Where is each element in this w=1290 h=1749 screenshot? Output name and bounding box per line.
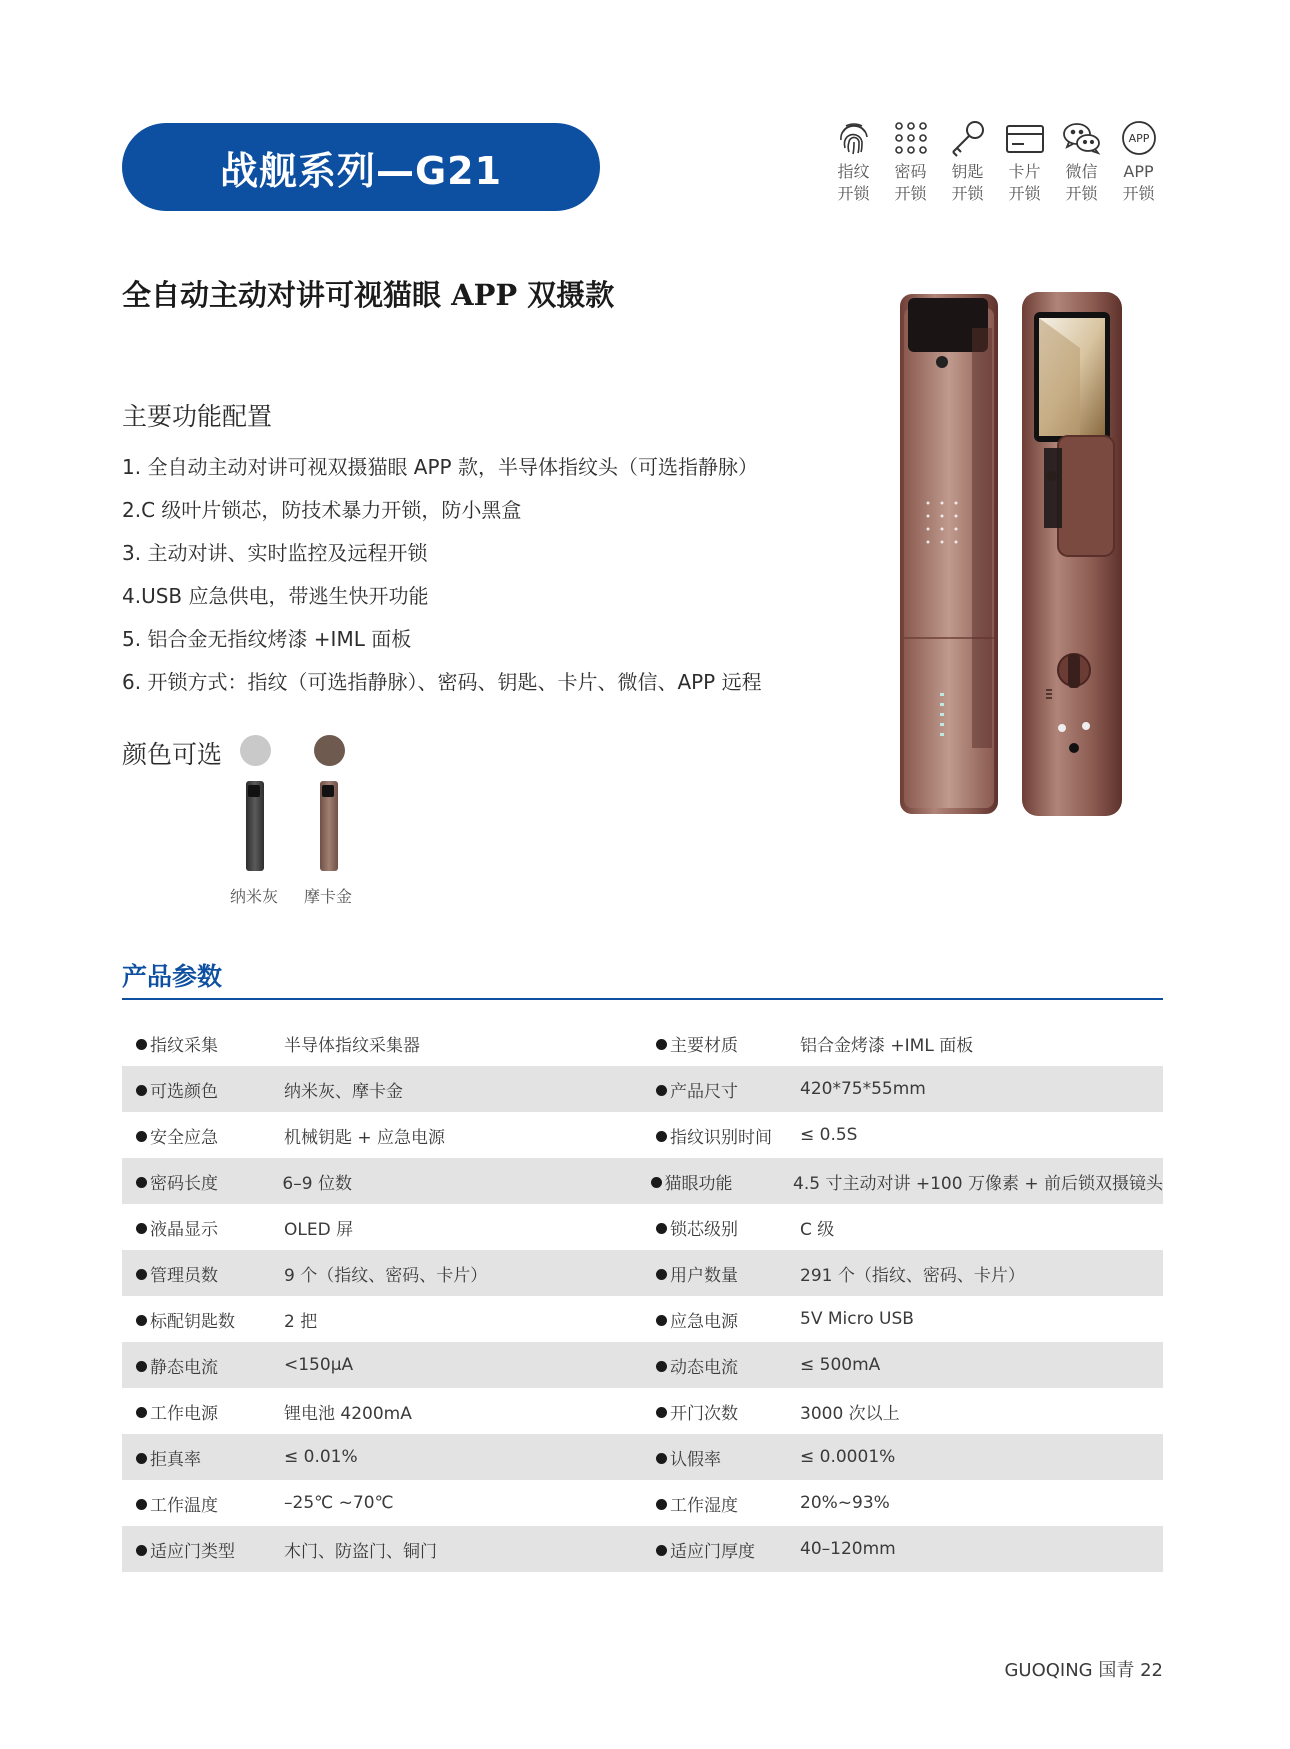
divider [122,998,1163,1000]
param-value: –25℃ ~70℃ [284,1493,394,1513]
key-icon [947,118,989,160]
param-key: 认假率 [670,1449,721,1470]
param-key: 工作湿度 [670,1495,738,1516]
bullet [656,1039,667,1050]
param-key: 静态电流 [150,1357,218,1378]
footer-brand: GUOQING 国青 [1004,1660,1135,1681]
table-row [122,1434,1163,1480]
feature-item: 6. 开锁方式：指纹（可选指静脉）、密码、钥匙、卡片、微信、APP 远程 [122,670,762,694]
unlock-methods [832,118,1160,204]
unlock-method-password [889,118,932,204]
param-value: <150μA [284,1355,354,1375]
param-key: 指纹采集 [150,1035,218,1056]
bullet [136,1223,147,1234]
param-value: ≤ 0.01% [284,1447,358,1467]
bullet [656,1131,667,1142]
param-key: 液晶显示 [150,1219,218,1240]
bullet [656,1361,667,1372]
param-key: 密码长度 [150,1173,218,1194]
param-key: 用户数量 [670,1265,738,1286]
bullet [656,1315,667,1326]
param-key: 适应门类型 [150,1541,235,1562]
unlock-label: 开锁 [837,184,870,203]
keypad-icon [890,118,932,160]
param-key: 产品尺寸 [670,1081,738,1102]
param-value: 20%~93% [800,1493,890,1513]
param-key: 适应门厚度 [670,1541,755,1562]
bullet [136,1177,147,1188]
unlock-label: 卡片 [1008,162,1041,181]
color-name-gray: 纳米灰 [230,887,279,906]
params-title: 产品参数 [122,962,223,991]
lock-thumbnail-camera [248,785,260,797]
unlock-label: 开锁 [1008,184,1041,203]
bullet [136,1361,147,1372]
param-key: 可选颜色 [150,1081,218,1102]
param-value: ≤ 500mA [800,1355,881,1375]
page-footer [1004,1656,1163,1682]
fingerprint-icon [833,118,875,160]
series-title: 战舰系列—G21 [219,148,503,193]
bullet [136,1269,147,1280]
param-value: 4.5 寸主动对讲 +100 万像素 + 前后锁双摄镜头 [793,1173,1163,1194]
bullet [136,1545,147,1556]
param-key: 工作温度 [150,1495,218,1516]
lock-thumbnail-camera [322,785,334,797]
color-swatch-gray [240,735,271,766]
bullet [136,1315,147,1326]
bullet [656,1499,667,1510]
product-image [890,288,1135,828]
card-icon [1004,118,1046,160]
param-value: 5V Micro USB [800,1309,914,1329]
param-key: 动态电流 [670,1357,738,1378]
table-row [122,1296,1163,1342]
table-row [122,1020,1163,1066]
lock-back-view [1022,292,1122,816]
param-key: 安全应急 [150,1127,218,1148]
params-table [122,1020,1163,1572]
param-value: 3000 次以上 [800,1403,900,1424]
table-row [122,1480,1163,1526]
series-title-banner [122,123,600,211]
table-row [122,1158,1163,1204]
param-value: 40–120mm [800,1539,896,1559]
table-row [122,1342,1163,1388]
bullet [136,1085,147,1096]
feature-item: 4.USB 应急供电，带逃生快开功能 [122,584,429,608]
bullet [656,1085,667,1096]
bullet [136,1131,147,1142]
bullet [136,1039,147,1050]
unlock-method-wechat [1060,118,1103,204]
feature-item: 5. 铝合金无指纹烤漆 +IML 面板 [122,627,412,651]
app-icon-text: APP [1128,132,1149,145]
param-value: 半导体指纹采集器 [284,1035,420,1056]
param-value: OLED 屏 [284,1219,354,1240]
unlock-method-app [1117,118,1160,204]
param-value: 2 把 [284,1311,318,1332]
param-key: 主要材质 [670,1035,738,1056]
table-row [122,1250,1163,1296]
param-key: 标配钥匙数 [150,1311,235,1332]
color-swatch-mocha [314,735,345,766]
param-value: ≤ 0.0001% [800,1447,896,1467]
table-row [122,1526,1163,1572]
unlock-label: 指纹 [837,162,870,181]
unlock-method-card [1003,118,1046,204]
bullet [136,1453,147,1464]
unlock-label: 开锁 [894,184,927,203]
unlock-label: APP [1123,162,1154,181]
lock-front-view [900,294,998,814]
param-value: 机械钥匙 + 应急电源 [284,1127,446,1148]
param-value: 291 个（指纹、密码、卡片） [800,1265,1025,1286]
param-key: 拒真率 [150,1449,201,1470]
unlock-label: 开锁 [1122,184,1155,203]
param-key: 开门次数 [670,1403,738,1424]
unlock-label: 密码 [894,162,927,181]
param-key: 工作电源 [150,1403,218,1424]
table-row [122,1112,1163,1158]
param-value: C 级 [800,1219,835,1240]
color-name-mocha: 摩卡金 [304,887,353,906]
bullet [651,1177,662,1188]
param-key: 管理员数 [150,1265,218,1286]
param-value: 锂电池 4200mA [284,1403,412,1424]
param-value: 铝合金烤漆 +IML 面板 [800,1035,974,1056]
colors-title: 颜色可选 [122,740,223,769]
features-title: 主要功能配置 [122,402,273,431]
table-row [122,1204,1163,1250]
bullet [136,1499,147,1510]
param-value: 420*75*55mm [800,1079,926,1099]
product-subtitle: 全自动主动对讲可视猫眼 APP 双摄款 [122,278,615,312]
bullet [136,1407,147,1418]
unlock-method-fingerprint [832,118,875,204]
feature-item: 3. 主动对讲、实时监控及远程开锁 [122,541,428,565]
bullet [656,1407,667,1418]
param-key: 指纹识别时间 [670,1127,772,1148]
page-number: 22 [1140,1660,1163,1681]
features-list [122,446,762,704]
feature-item: 2.C 级叶片锁芯，防技术暴力开锁，防小黑盒 [122,498,522,522]
app-icon [1118,118,1160,160]
table-row [122,1066,1163,1112]
param-key: 猫眼功能 [664,1173,733,1194]
wechat-icon [1061,118,1103,160]
unlock-label: 开锁 [951,184,984,203]
bullet [656,1269,667,1280]
unlock-label: 开锁 [1065,184,1098,203]
param-value: 6–9 位数 [282,1173,352,1194]
unlock-method-key [946,118,989,204]
unlock-label: 微信 [1065,162,1098,181]
table-row [122,1388,1163,1434]
bullet [656,1545,667,1556]
param-key: 锁芯级别 [670,1219,738,1240]
bullet [656,1223,667,1234]
feature-item: 1. 全自动主动对讲可视双摄猫眼 APP 款，半导体指纹头（可选指静脉） [122,455,758,479]
bullet [656,1453,667,1464]
param-value: 木门、防盗门、铜门 [284,1541,437,1562]
param-key: 应急电源 [670,1311,738,1332]
param-value: 9 个（指纹、密码、卡片） [284,1265,488,1286]
param-value: ≤ 0.5S [800,1125,858,1145]
param-value: 纳米灰、摩卡金 [284,1081,403,1102]
unlock-label: 钥匙 [951,162,984,181]
